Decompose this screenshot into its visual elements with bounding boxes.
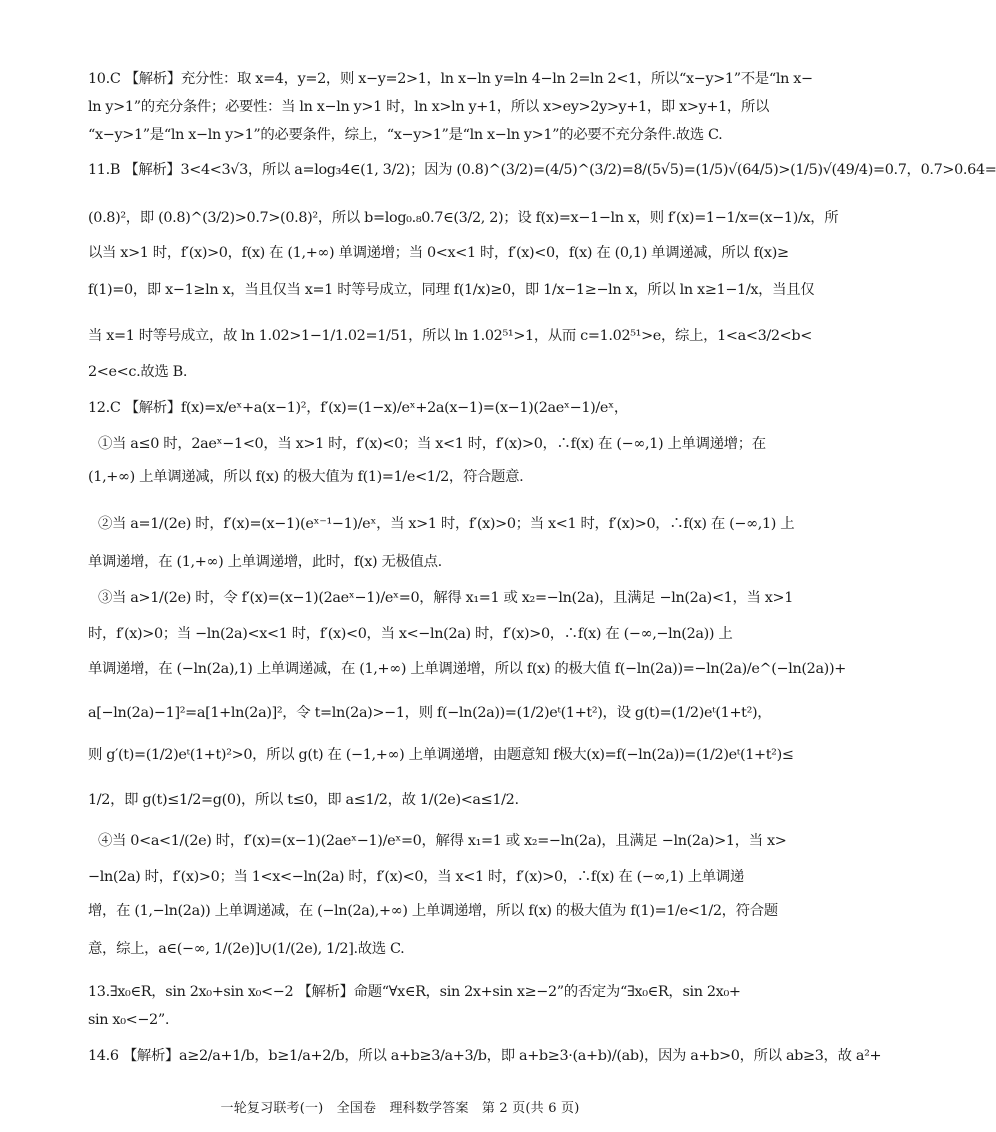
answer-12-case3-line-3: 单调递增，在 (−ln(2a),1) 上单调递减，在 (1,+∞) 上单调递增，所以 f(x) 的极大值 f(−ln(2a))=−ln(2a)/e^(−ln(2a))+: [88, 661, 846, 677]
answer-11-line-1: 11.B 【解析】3<4<3√3，所以 a=log₃4∈(1, 3/2)；因为 (0.8)^(3/2)=(4/5)^(3/2)=8/(5√5)=(1/5)√(64/5)>(1/5)√(49/4)=0.7，0.7>0.64=: [88, 162, 996, 178]
answer-12-case3-line-1: ③当 a>1/(2e) 时，令 f′(x)=(x−1)(2aeˣ−1)/eˣ=0，解得 x₁=1 或 x₂=−ln(2a)，且满足 −ln(2a)<1，当 x>1: [98, 590, 794, 606]
answer-12-case3-line-4: a[−ln(2a)−1]²=a[1+ln(2a)]²，令 t=ln(2a)>−1，则 f(−ln(2a))=(1/2)eᵗ(1+t²)，设 g(t)=(1/2)eᵗ(1+t²)，: [88, 705, 772, 721]
answer-11-line-2: (0.8)²，即 (0.8)^(3/2)>0.7>(0.8)²，所以 b=log₀.₈0.7∈(3/2, 2)；设 f(x)=x−1−ln x，则 f′(x)=1−1/x=(x−1)/x，所: [88, 210, 839, 226]
answer-11-line-4: f(1)=0，即 x−1≥ln x，当且仅当 x=1 时等号成立，同理 f(1/x)≥0，即 1/x−1≥−ln x，所以 ln x≥1−1/x，当且仅: [88, 282, 815, 298]
answer-12-case1-line-1: ①当 a≤0 时，2aeˣ−1<0，当 x>1 时，f′(x)<0；当 x<1 时，f′(x)>0，∴f(x) 在 (−∞,1) 上单调递增；在: [98, 436, 766, 452]
answer-12-case4-line-4: 意，综上，a∈(−∞, 1/(2e)]∪(1/(2e), 1/2].故选 C.: [88, 941, 405, 957]
answer-12-case2-line-1: ②当 a=1/(2e) 时，f′(x)=(x−1)(eˣ⁻¹−1)/eˣ，当 x>1 时，f′(x)>0；当 x<1 时，f′(x)>0，∴f(x) 在 (−∞,1) 上: [98, 516, 795, 532]
page-footer: 一轮复习联考(一) 全国卷 理科数学答案 第 2 页(共 6 页): [220, 1101, 580, 1116]
answer-11-line-6: 2<e<c.故选 B.: [88, 364, 188, 380]
answer-10-line-3: “x−y>1”是“ln x−ln y>1”的必要条件，综上，“x−y>1”是“ln x−ln y>1”的必要不充分条件.故选 C.: [88, 127, 723, 143]
answer-12-case3-line-5: 则 g′(t)=(1/2)eᵗ(1+t)²>0，所以 g(t) 在 (−1,+∞) 上单调递增，由题意知 f极大(x)=f(−ln(2a))=(1/2)eᵗ(1+t²)≤: [88, 747, 794, 763]
answer-10-line-2: ln y>1”的充分条件；必要性：当 ln x−ln y>1 时，ln x>ln y+1，所以 x>ey>2y>y+1，即 x>y+1，所以: [88, 99, 770, 115]
answer-11-line-5: 当 x=1 时等号成立，故 ln 1.02>1−1/1.02=1/51，所以 ln 1.02⁵¹>1，从而 c=1.02⁵¹>e，综上，1<a<3/2<b<: [88, 328, 812, 344]
answer-14-line-1: 14.6 【解析】a≥2/a+1/b，b≥1/a+2/b，所以 a+b≥3/a+3/b，即 a+b≥3·(a+b)/(ab)，因为 a+b>0，所以 ab≥3，故 a²+: [88, 1048, 882, 1064]
answer-12-case3-line-2: 时，f′(x)>0；当 −ln(2a)<x<1 时，f′(x)<0，当 x<−ln(2a) 时，f′(x)>0，∴f(x) 在 (−∞,−ln(2a)) 上: [88, 626, 733, 642]
answer-12-line-1: 12.C 【解析】f(x)=x/eˣ+a(x−1)²，f′(x)=(1−x)/eˣ+2a(x−1)=(x−1)(2aeˣ−1)/eˣ，: [88, 400, 628, 416]
answer-12-case4-line-3: 增，在 (1,−ln(2a)) 上单调递减，在 (−ln(2a),+∞) 上单调递增，所以 f(x) 的极大值为 f(1)=1/e<1/2，符合题: [88, 903, 778, 919]
answer-13-line-1: 13.∃x₀∈R，sin 2x₀+sin x₀<−2 【解析】命题“∀x∈R，sin 2x+sin x≥−2”的否定为“∃x₀∈R，sin 2x₀+: [88, 984, 741, 1000]
answer-12-case2-line-2: 单调递增，在 (1,+∞) 上单调递增，此时，f(x) 无极值点.: [88, 554, 442, 570]
answer-11-line-3: 以当 x>1 时，f′(x)>0，f(x) 在 (1,+∞) 单调递增；当 0<x<1 时，f′(x)<0，f(x) 在 (0,1) 单调递减，所以 f(x)≥: [88, 245, 789, 261]
answer-12-case1-line-2: (1,+∞) 上单调递减，所以 f(x) 的极大值为 f(1)=1/e<1/2，符合题意.: [88, 469, 524, 485]
answer-12-case4-line-2: −ln(2a) 时，f′(x)>0；当 1<x<−ln(2a) 时，f′(x)<0，当 x<1 时，f′(x)>0，∴f(x) 在 (−∞,1) 上单调递: [88, 869, 744, 885]
answer-12-case4-line-1: ④当 0<a<1/(2e) 时，f′(x)=(x−1)(2aeˣ−1)/eˣ=0，解得 x₁=1 或 x₂=−ln(2a)，且满足 −ln(2a)>1，当 x>: [98, 833, 787, 849]
answer-10-line-1: 10.C 【解析】充分性：取 x=4，y=2，则 x−y=2>1，ln x−ln y=ln 4−ln 2=ln 2<1，所以“x−y>1”不是“ln x−: [88, 71, 813, 87]
answer-13-line-2: sin x₀<−2”.: [88, 1012, 170, 1028]
answer-12-case3-line-6: 1/2，即 g(t)≤1/2=g(0)，所以 t≤0，即 a≤1/2，故 1/(2e)<a≤1/2.: [88, 792, 519, 808]
